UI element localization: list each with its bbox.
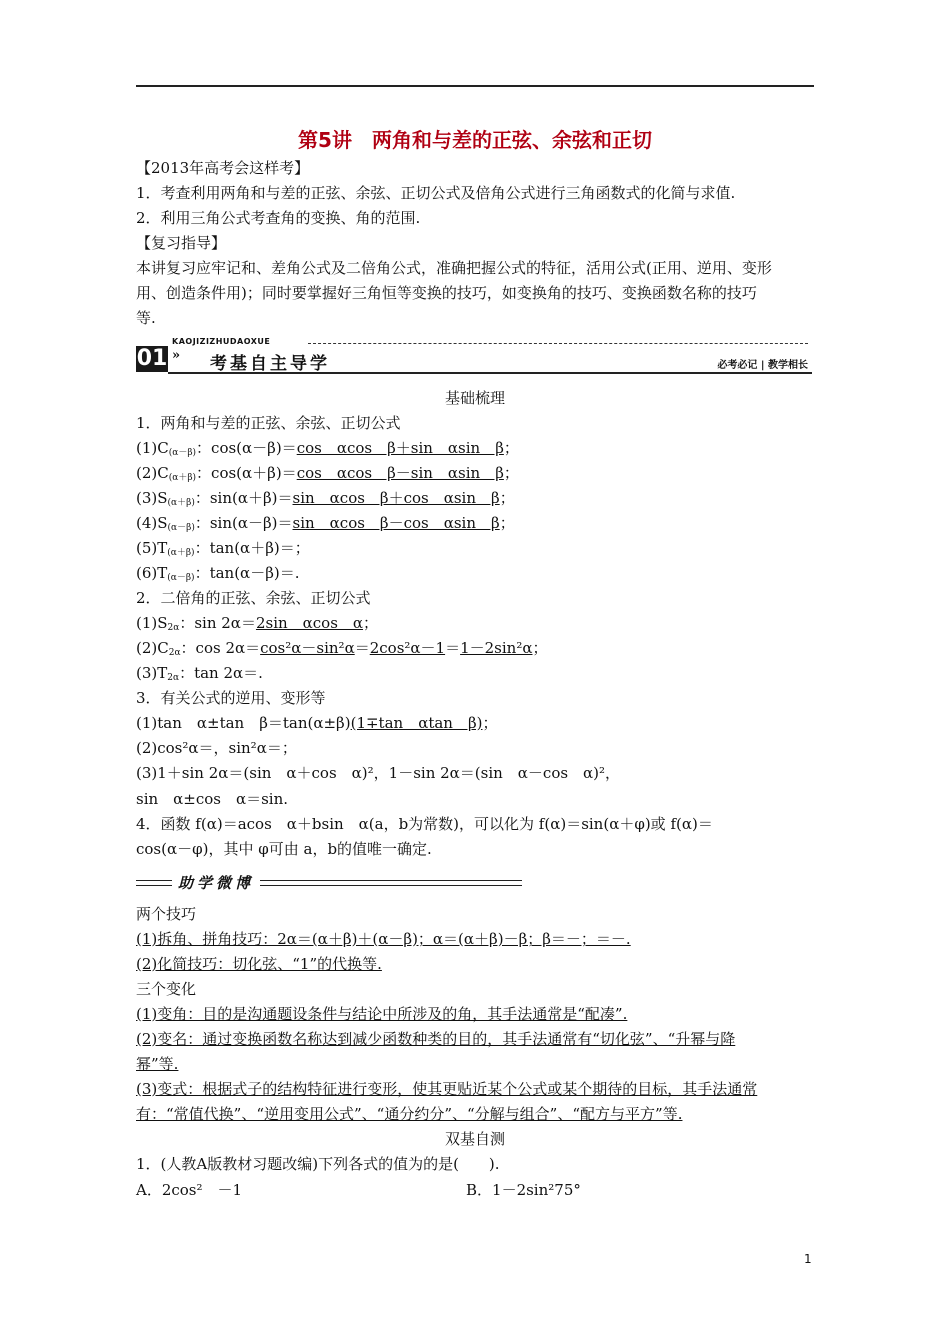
formula-answer: sin αcos β－cos αsin β bbox=[292, 514, 500, 532]
banner-pinyin: KAOJIZIZHUDAOXUE bbox=[172, 337, 271, 346]
section-3-title: 3．有关公式的逆用、变形等 bbox=[136, 689, 326, 707]
tip-line: (1)拆角、拼角技巧：2α＝(α＋β)＋(α－β)；α＝(α＋β)－β；β＝－；＝－. bbox=[136, 930, 631, 948]
formula-answer: 2cos²α－1 bbox=[369, 639, 446, 657]
review-line: 本讲复习应牢记和、差角公式及二倍角公式，准确把握公式的特征，活用公式(正用、逆用、变形 bbox=[136, 259, 772, 277]
lesson-title: 第5讲 两角和与差的正弦、余弦和正切 bbox=[298, 128, 652, 152]
banner-dashed-line bbox=[308, 343, 808, 344]
change-line: (3)变式：根据式子的结构特征进行变形，使其更贴近某个公式或某个期待的目标，其手法通常 bbox=[136, 1080, 758, 1098]
review-line: 等. bbox=[136, 309, 156, 327]
formula-line: $(1)S_{2\alpha}$：sin 2α＝2sin αcos α； bbox=[136, 614, 379, 633]
question-1: 1．(人教A版教材习题改编)下列各式的值为的是( ). bbox=[136, 1155, 500, 1173]
section-4-line: cos(α－φ)，其中 φ可由 a，b的值唯一确定. bbox=[136, 840, 432, 858]
change-line: 有：“常值代换”、“逆用变用公式”、“通分约分”、“分解与组合”、“配方与平方”等. bbox=[136, 1105, 683, 1123]
formula-line: (2)cos²α＝，sin²α＝； bbox=[136, 739, 297, 757]
formula-answer: 1－2sin²α bbox=[460, 639, 533, 657]
basics-title: 基础梳理 bbox=[444, 389, 505, 407]
option-a: A．2cos² －1 bbox=[136, 1181, 243, 1199]
banner-tags: 必考必记 | 教学相长 bbox=[717, 360, 808, 371]
banner-underline bbox=[168, 372, 812, 374]
option-b: B．1－2sin²75° bbox=[466, 1181, 581, 1199]
formula-line: $(2)C_{(\alpha+\beta)}$：cos(α＋β)＝cos αcos β－sin αsin β； bbox=[136, 464, 519, 483]
formula-line: (1)tan α±tan β＝tan(α±β)(1∓tan αtan β)； bbox=[136, 714, 498, 732]
two-tips-title: 两个技巧 bbox=[136, 905, 197, 923]
double-arrow-icon: » bbox=[172, 348, 181, 363]
three-changes-title: 三个变化 bbox=[136, 980, 197, 998]
formula-answer: sin αcos β＋cos αsin β bbox=[292, 489, 500, 507]
formula-answer: cos αcos β＋sin αsin β bbox=[296, 439, 504, 457]
section-4-line: 4．函数 f(α)＝acos α＋bsin α(a，b为常数)，可以化为 f(α)＝sin(α＋φ)或 f(α)＝ bbox=[136, 815, 713, 833]
formula-line: $(1)C_{(\alpha-\beta)}$：cos(α－β)＝cos αcos β＋sin αsin β； bbox=[136, 439, 519, 458]
top-rule bbox=[136, 85, 814, 87]
formula-answer: cos αcos β－sin αsin β bbox=[296, 464, 504, 482]
banner-number: 01 bbox=[136, 346, 168, 371]
formula-line: $(3)T_{2\alpha}$：tan 2α＝. bbox=[136, 664, 263, 683]
tips-banner bbox=[136, 872, 522, 894]
section-1-title: 1．两角和与差的正弦、余弦、正切公式 bbox=[136, 414, 401, 432]
formula-line: $(6)T_{(\alpha-\beta)}$：tan(α－β)＝. bbox=[136, 564, 300, 583]
page-number: 1 bbox=[804, 1252, 812, 1266]
change-line: (1)变角：目的是沟通题设条件与结论中所涉及的角，其手法通常是“配凑”. bbox=[136, 1005, 628, 1023]
exam-item: 1．考查利用两角和与差的正弦、余弦、正切公式及倍角公式进行三角函数式的化简与求值. bbox=[136, 184, 736, 202]
formula-line: sin α±cos α＝sin. bbox=[136, 790, 289, 808]
section-banner bbox=[136, 336, 812, 378]
exam-item: 2．利用三角公式考查角的变换、角的范围. bbox=[136, 209, 421, 227]
formula-answer: (1∓tan αtan β) bbox=[350, 714, 483, 732]
self-test-title: 双基自测 bbox=[444, 1130, 505, 1148]
tips-banner-label: 助学微博 bbox=[172, 872, 260, 893]
change-line: 幂”等. bbox=[136, 1055, 179, 1073]
section-2-title: 2．二倍角的正弦、余弦、正切公式 bbox=[136, 589, 371, 607]
exam-header: 【2013年高考会这样考】 bbox=[136, 159, 310, 177]
formula-line: $(5)T_{(\alpha+\beta)}$：tan(α＋β)＝； bbox=[136, 539, 310, 558]
formula-answer: cos²α－sin²α bbox=[260, 639, 355, 657]
banner-title: 考基自主导学 bbox=[210, 354, 330, 374]
formula-line: $(3)S_{(\alpha+\beta)}$：sin(α＋β)＝sin αcos β＋cos αsin β； bbox=[136, 489, 515, 508]
change-line: (2)变名：通过变换函数名称达到减少函数种类的目的，其手法通常有“切化弦”、“升幂与降 bbox=[136, 1030, 736, 1048]
formula-line: (3)1＋sin 2α＝(sin α＋cos α)²，1－sin 2α＝(sin α－cos α)²， bbox=[136, 764, 621, 782]
formula-line: $(2)C_{2\alpha}$：cos 2α＝cos²α－sin²α＝2cos²α－1＝1－2sin²α； bbox=[136, 639, 548, 658]
review-line: 用、创造条件用)；同时要掌握好三角恒等变换的技巧，如变换角的技巧、变换函数名称的技巧 bbox=[136, 284, 757, 302]
formula-answer: 2sin αcos α bbox=[255, 614, 364, 632]
tip-line: (2)化简技巧：切化弦、“1”的代换等. bbox=[136, 955, 382, 973]
review-header: 【复习指导】 bbox=[136, 234, 227, 252]
formula-line: $(4)S_{(\alpha-\beta)}$：sin(α－β)＝sin αcos β－cos αsin β； bbox=[136, 514, 515, 533]
